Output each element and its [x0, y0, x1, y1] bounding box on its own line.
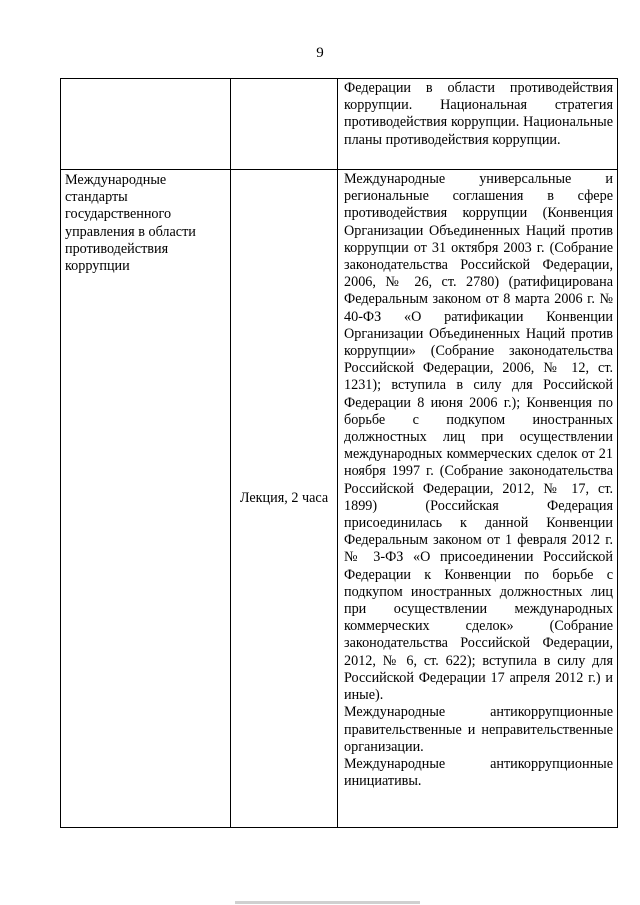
format-text: Лекция, 2 часа — [239, 489, 329, 506]
topic-text — [61, 79, 230, 83]
table-row — [61, 79, 618, 170]
topic-text: Международные стандарты государственного управления в области противодействия коррупции — [65, 172, 196, 275]
content-paragraph: Международные антикоррупционные инициативы. — [344, 755, 613, 790]
page-number: 9 — [316, 45, 324, 61]
format-cell — [231, 79, 338, 170]
content-cell — [338, 170, 618, 828]
scan-edge-mark — [235, 901, 420, 904]
topic-cell — [61, 79, 231, 170]
content-paragraph: Федерации в области противодействия коррупции. Национальная стратегия противодействия коррупции. Национальные планы противодействия коррупции. — [344, 80, 613, 148]
content-text — [338, 79, 617, 150]
content-cell — [338, 79, 618, 170]
curriculum-table — [60, 78, 618, 828]
topic-cell — [61, 170, 231, 828]
content-text — [338, 170, 617, 791]
content-paragraph: Международные антикоррупционные правительственные и неправительственные организации. — [344, 704, 613, 755]
content-paragraph: Международные универсальные и региональные соглашения в сфере противодействия коррупции (Конвенция Организации Объединенных Наций против коррупции от 31 октября 2003 г. (Собрание законодательства Российской Федерации, 2006, № 26, ст. 2780) (ратифицирована Федеральным законом от 8 марта 2006 г. № 40-ФЗ «О ратификации Конвенции Организации Объединенных Наций против коррупции» (Собрание законодательства Российской Федерации, 2006, № 12, ст. 1231); вступила в силу для Российской Федерации 8 июня 2006 г.); Конвенция по борьбе с подкупом иностранных должностных лиц при осуществлении международных коммерческих сделок от 21 ноября 1997 г. (Собрание законодательства Российской Федерации, 2012, № 17, ст. 1899) (Российская Федерация присоединилась к данной Конвенции Федеральным законом от 1 февраля 2012 г. № 3-ФЗ «О присоединении Российской Федерации к Конвенции по борьбе с подкупом иностранных должностных лиц при осуществлении международных коммерческих сделок» (Собрание законодательства Российской Федерации, 2012, № 6, ст. 622); вступила в силу для Российской Федерации 17 апреля 2012 г.) и иные). — [344, 171, 613, 704]
format-cell — [231, 170, 338, 828]
table-row — [61, 170, 618, 828]
